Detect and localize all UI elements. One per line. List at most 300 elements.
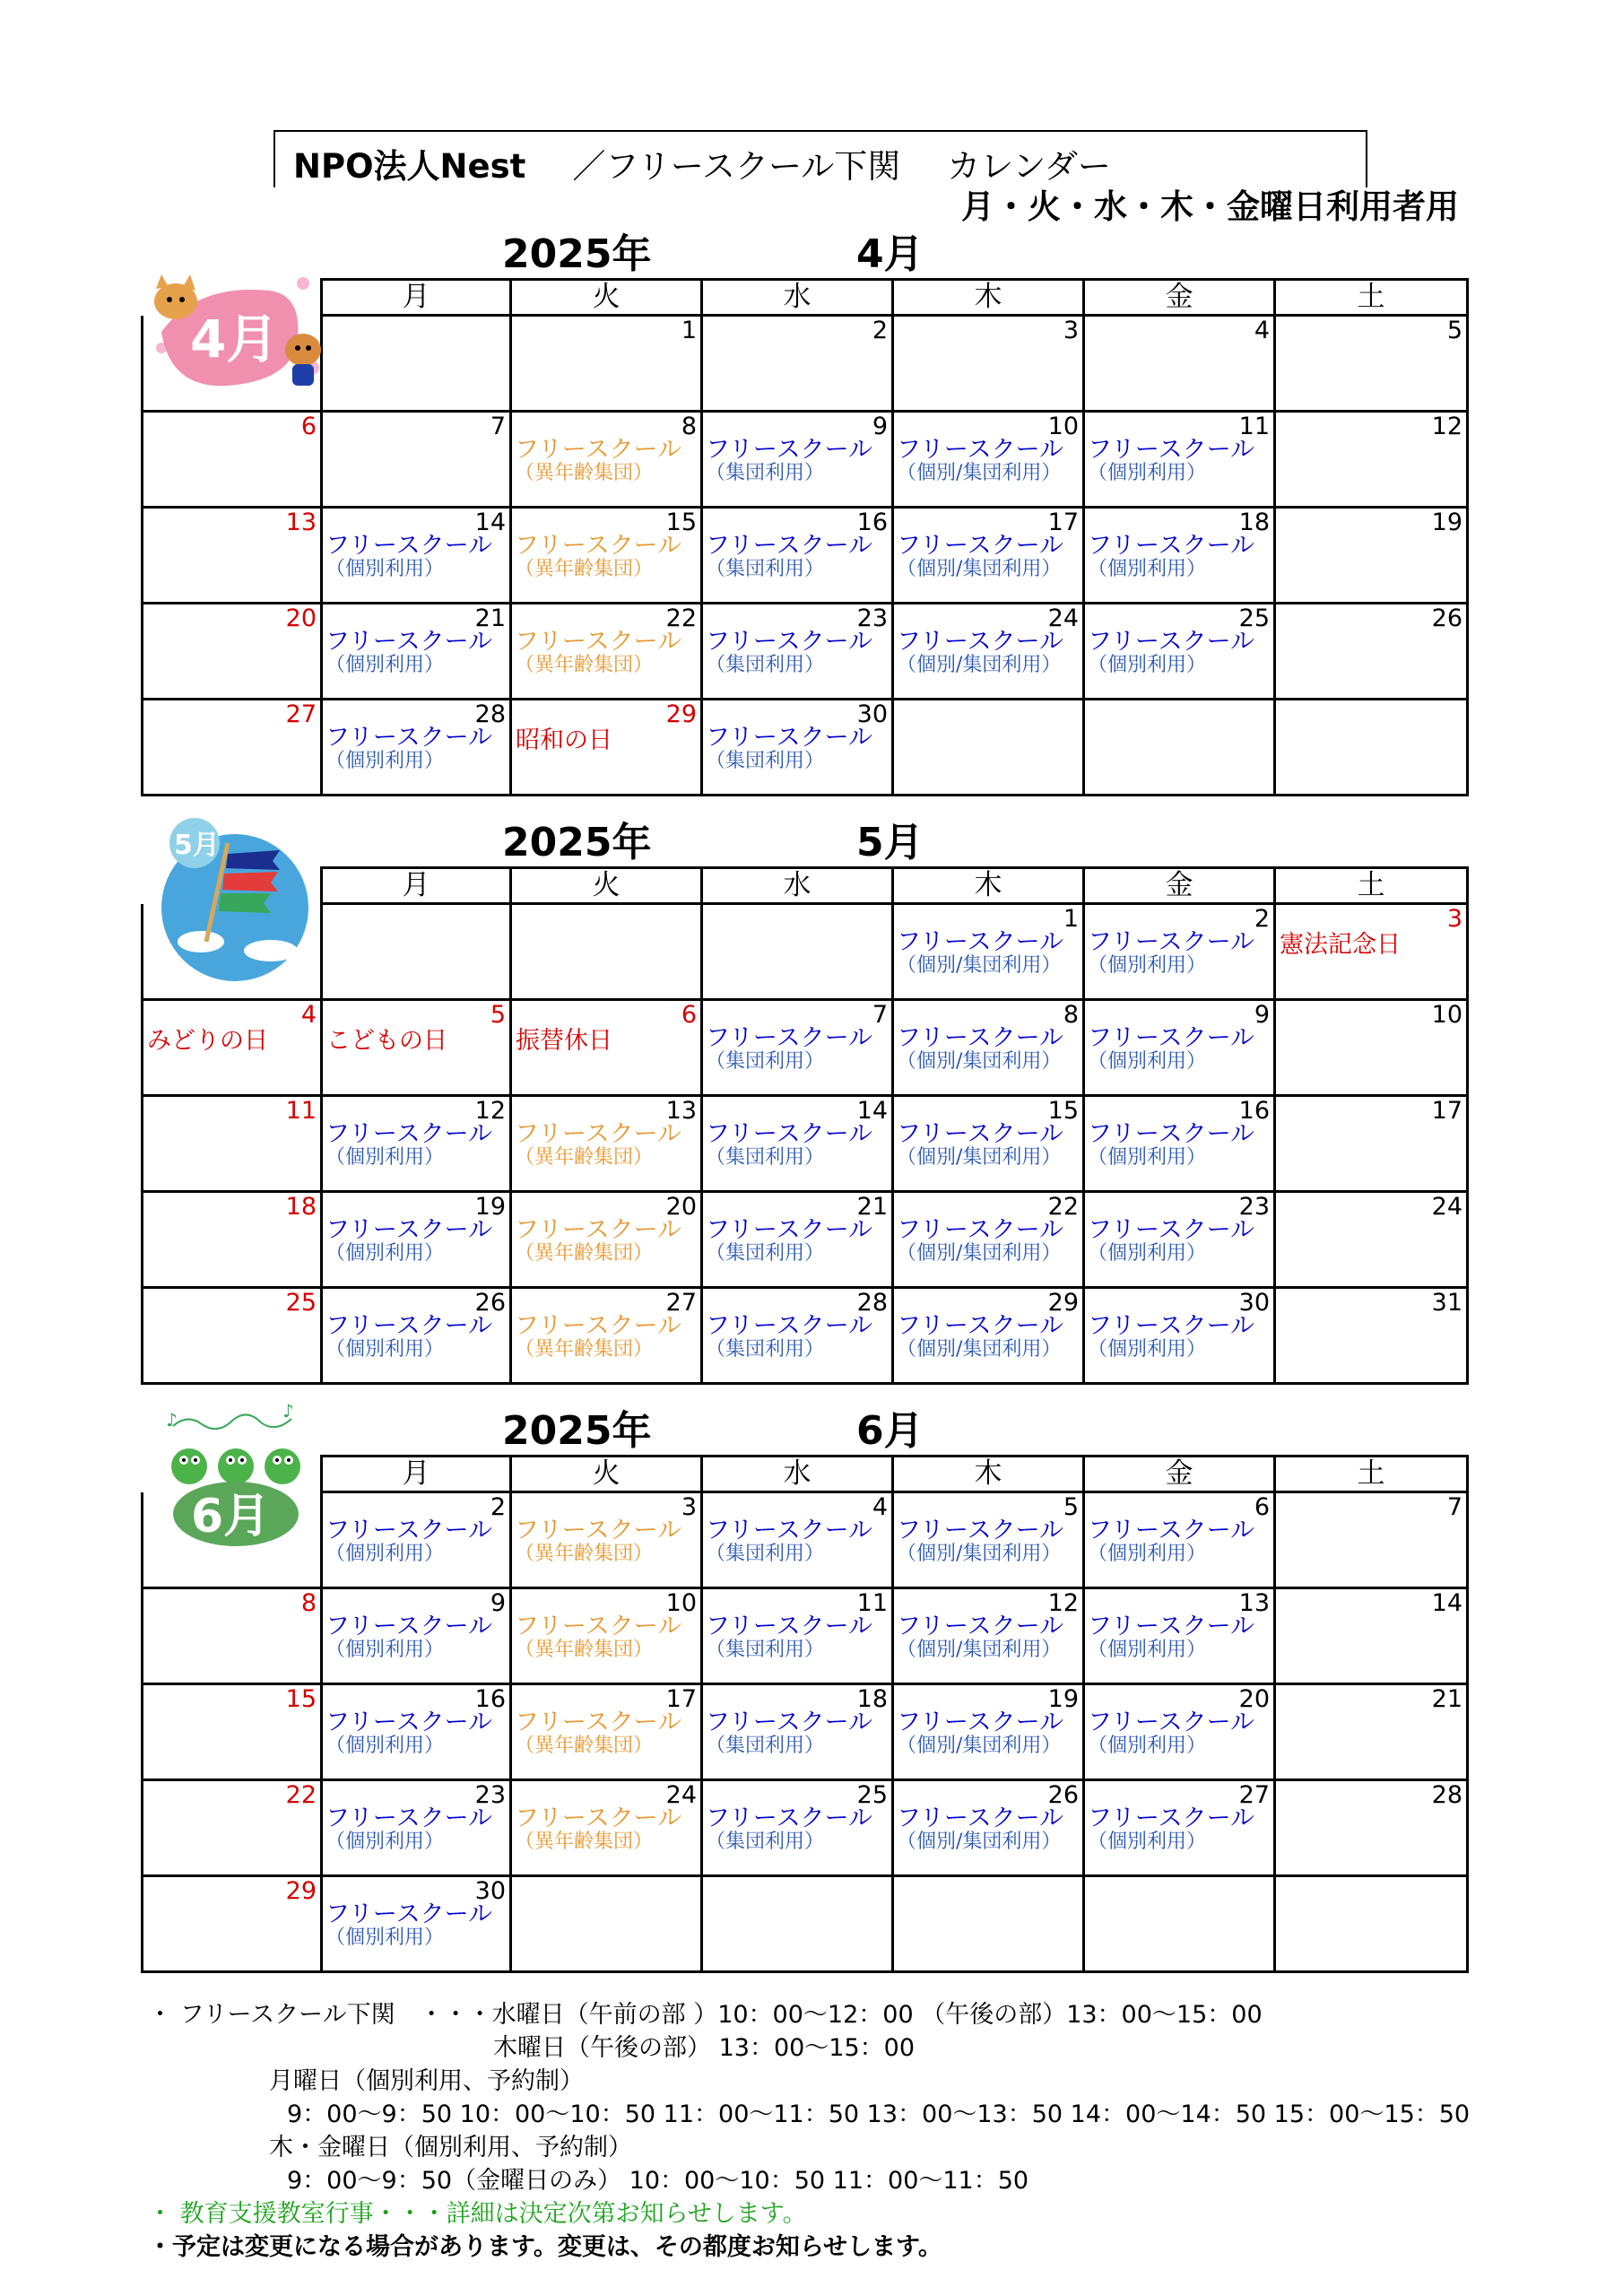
event-label: フリースクール (325, 1900, 493, 1928)
calendar-day-cell (893, 1000, 1084, 1096)
calendar-day-cell (1275, 1588, 1468, 1684)
event-type-label: （異年齢集団） (515, 1146, 654, 1169)
day-number: 13 (285, 509, 317, 536)
event-label: フリースクール (515, 532, 682, 560)
notes-section (148, 1998, 1470, 2264)
day-number: 15 (665, 509, 697, 536)
event-type-label: （集団利用） (706, 1338, 825, 1361)
event-label: フリースクール (706, 724, 873, 752)
calendar-day-cell (143, 1192, 322, 1288)
calendar-day-cell (1275, 1876, 1468, 1972)
calendar-day-cell (511, 1096, 702, 1192)
event-type-label: （個別/集団利用） (897, 1735, 1062, 1757)
event-label: フリースクール (325, 1709, 493, 1736)
calendar-day-cell (1275, 904, 1468, 1000)
calendar-day-cell (1275, 1684, 1468, 1780)
calendar-day-cell (1275, 1492, 1468, 1588)
event-label: フリースクール (897, 928, 1064, 956)
event-type-label: （異年齢集団） (515, 1639, 654, 1661)
day-number: 17 (665, 1685, 697, 1713)
calendar-day-cell (143, 1684, 322, 1780)
calendar-day-cell (143, 1780, 322, 1876)
calendar-day-cell (702, 412, 893, 508)
day-number: 29 (1047, 1289, 1079, 1317)
event-label: フリースクール (706, 436, 873, 464)
event-label: フリースクール (515, 1216, 682, 1244)
calendar-day-cell (511, 604, 702, 700)
event-label: フリースクール (706, 1216, 873, 1244)
calendar-day-cell (1084, 1192, 1275, 1288)
calendar-day-cell (702, 1000, 893, 1096)
calendar-day-cell (1275, 508, 1468, 604)
calendar-day-cell (1084, 1288, 1275, 1384)
calendar-day-cell (702, 316, 893, 412)
calendar-week-row (143, 904, 1468, 1000)
weekday-header: 土 (1275, 280, 1468, 316)
event-type-label: （個別/集団利用） (897, 954, 1062, 977)
holiday-label: こどもの日 (326, 1027, 447, 1055)
calendar-day-cell (1275, 1780, 1468, 1876)
april-illustration (143, 267, 332, 402)
calendar-april (141, 278, 1469, 796)
calendar-week-row (143, 1588, 1468, 1684)
weekday-header: 水 (702, 1457, 893, 1492)
day-number: 21 (474, 604, 506, 632)
month-label: 5月 (856, 820, 924, 865)
event-type-label: （異年齢集団） (515, 1242, 654, 1265)
calendar-week-row (143, 604, 1468, 700)
event-label: フリースクール (706, 1312, 873, 1340)
event-type-label: （個別利用） (325, 1146, 445, 1169)
day-number: 11 (285, 1097, 317, 1125)
day-number: 13 (665, 1097, 697, 1125)
day-number: 27 (1238, 1781, 1270, 1809)
event-type-label: （個別利用） (325, 750, 445, 772)
calendar-week-row (143, 1876, 1468, 1972)
calendar-day-cell (511, 412, 702, 508)
month-heading-june (502, 1408, 924, 1454)
calendar-day-cell (143, 1288, 322, 1384)
note-thu-fri-label: 木・金曜日（個別利用、予約制） (269, 2134, 632, 2161)
calendar-day-cell (893, 1288, 1084, 1384)
event-label: フリースクール (515, 1312, 682, 1340)
day-number: 24 (1431, 1193, 1462, 1221)
event-label: フリースクール (706, 1709, 873, 1736)
day-number: 1 (681, 317, 697, 344)
calendar-day-cell (143, 604, 322, 700)
calendar-day-cell (143, 1588, 322, 1684)
event-type-label: （異年齢集団） (515, 1735, 654, 1757)
weekday-header: 金 (1084, 868, 1275, 904)
day-number: 25 (856, 1781, 888, 1809)
day-number: 29 (665, 700, 697, 728)
event-type-label: （集団利用） (706, 654, 825, 676)
event-label: フリースクール (325, 724, 493, 752)
calendar-day-cell (702, 1780, 893, 1876)
calendar-day-cell (1084, 1492, 1275, 1588)
event-label: フリースクール (515, 1517, 682, 1544)
calendar-day-cell (322, 1684, 511, 1780)
calendar-day-cell (893, 412, 1084, 508)
event-label: フリースクール (706, 1805, 873, 1832)
event-label: フリースクール (1088, 1024, 1255, 1052)
event-label: フリースクール (325, 1312, 493, 1340)
calendar-day-cell (511, 1000, 702, 1096)
weekday-header: 火 (511, 1457, 702, 1492)
calendar-day-cell (702, 1492, 893, 1588)
june-badge-text: 6月 (191, 1490, 271, 1544)
calendar-week-row (143, 1000, 1468, 1096)
calendar-day-cell (322, 1780, 511, 1876)
calendar-day-cell (1275, 1192, 1468, 1288)
calendar-week-row (143, 1288, 1468, 1384)
calendar-day-cell (511, 1780, 702, 1876)
holiday-label: みどりの日 (147, 1027, 268, 1055)
weekday-header: 火 (511, 868, 702, 904)
day-number: 16 (474, 1685, 506, 1713)
event-label: フリースクール (706, 1613, 873, 1640)
calendar-day-cell (322, 1288, 511, 1384)
day-number: 22 (665, 604, 697, 632)
day-number: 23 (1238, 1193, 1270, 1221)
calendar-day-cell (1275, 412, 1468, 508)
day-number: 18 (856, 1685, 888, 1713)
day-number: 24 (1047, 604, 1079, 632)
calendar-day-cell (893, 1192, 1084, 1288)
day-number: 26 (1431, 604, 1462, 632)
day-number: 20 (285, 604, 317, 632)
calendar-title-box (273, 130, 1367, 187)
day-number: 18 (1238, 509, 1270, 536)
day-number: 4 (872, 1493, 888, 1521)
calendar-day-cell (143, 1000, 322, 1096)
calendar-day-cell (143, 1876, 322, 1972)
weekday-header: 水 (702, 280, 893, 316)
event-label: フリースクール (897, 1517, 1064, 1544)
year-label: 2025年 (502, 820, 652, 865)
event-label: フリースクール (897, 1024, 1064, 1052)
event-label: フリースクール (706, 1120, 873, 1148)
event-label: フリースクール (515, 1613, 682, 1640)
org-name: NPO法人Nest (293, 147, 526, 186)
calendar-day-cell (1084, 1684, 1275, 1780)
calendar-june (141, 1455, 1469, 1973)
calendar-day-cell (511, 904, 702, 1000)
calendar-day-cell (322, 1492, 511, 1588)
day-number: 7 (872, 1001, 888, 1029)
day-number: 4 (1254, 317, 1270, 344)
day-number: 28 (474, 700, 506, 728)
day-number: 26 (1047, 1781, 1079, 1809)
calendar-day-cell (511, 316, 702, 412)
day-number: 26 (474, 1289, 506, 1317)
day-number: 11 (1238, 413, 1270, 440)
day-number: 19 (1431, 509, 1462, 536)
calendar-day-cell (322, 1096, 511, 1192)
day-number: 12 (1431, 413, 1462, 440)
holiday-label: 憲法記念日 (1280, 931, 1401, 959)
weekday-header: 木 (893, 280, 1084, 316)
day-number: 30 (474, 1877, 506, 1905)
event-label: フリースクール (706, 628, 873, 656)
calendar-day-cell (322, 700, 511, 796)
calendar-day-cell (322, 316, 511, 412)
event-type-label: （個別/集団利用） (897, 1338, 1062, 1361)
event-label: フリースクール (325, 532, 493, 560)
calendar-day-cell (511, 1492, 702, 1588)
event-label: フリースクール (515, 436, 682, 464)
event-type-label: （個別利用） (1088, 1639, 1207, 1661)
school-name: ／フリースクール下関 (572, 147, 901, 186)
weekday-header: 月 (322, 280, 511, 316)
weekday-header: 土 (1275, 868, 1468, 904)
calendar-week-row (143, 412, 1468, 508)
day-number: 31 (1431, 1289, 1462, 1317)
calendar-day-cell (322, 904, 511, 1000)
calendar-day-cell (1084, 1876, 1275, 1972)
event-label: フリースクール (1088, 1517, 1255, 1544)
calendar-day-cell (702, 1588, 893, 1684)
note-schedule-thu: 木曜日（午後の部） 13：00～15：00 (493, 2034, 916, 2062)
calendar-day-cell (893, 1684, 1084, 1780)
day-number: 7 (1446, 1493, 1462, 1521)
day-number: 3 (1446, 905, 1462, 933)
event-label: フリースクール (897, 1709, 1064, 1736)
calendar-day-cell (1084, 508, 1275, 604)
april-badge-text: 4月 (190, 309, 279, 370)
note-support-events: ・ 教育支援教室行事・・・詳細は決定次第お知らせします。 (148, 2200, 807, 2228)
day-number: 3 (1063, 317, 1079, 344)
weekday-header: 土 (1275, 1457, 1468, 1492)
calendar-day-cell (322, 1000, 511, 1096)
event-type-label: （個別利用） (1088, 1146, 1207, 1169)
month-label: 4月 (856, 231, 924, 277)
event-label: フリースクール (325, 1517, 493, 1544)
event-type-label: （個別利用） (325, 1338, 445, 1361)
event-label: フリースクール (1088, 1613, 1255, 1640)
calendar-day-cell (702, 1192, 893, 1288)
day-number: 18 (285, 1193, 317, 1221)
event-type-label: （個別利用） (1088, 1831, 1207, 1853)
event-type-label: （異年齢集団） (515, 654, 654, 676)
event-type-label: （集団利用） (706, 750, 825, 772)
day-number: 27 (285, 700, 317, 728)
day-number: 25 (285, 1289, 317, 1317)
calendar-day-cell (1084, 412, 1275, 508)
day-number: 11 (856, 1589, 888, 1617)
calendar-day-cell (893, 604, 1084, 700)
event-type-label: （個別利用） (325, 1242, 445, 1265)
weekday-header: 火 (511, 280, 702, 316)
calendar-day-cell (702, 604, 893, 700)
calendar-day-cell (1275, 700, 1468, 796)
note-monday-times: 9：00～9：50 10：00～10：50 11：00～11：50 13：00～13：50 14：00～14：50 15：00～15：50 (287, 2100, 1471, 2128)
note-schedule-change: ・予定は変更になる場合があります。変更は、その都度お知らせします。 (148, 2233, 942, 2261)
calendar-day-cell (322, 1876, 511, 1972)
weekday-header: 月 (322, 868, 511, 904)
calendar-day-cell (893, 1588, 1084, 1684)
day-number: 20 (665, 1193, 697, 1221)
event-type-label: （個別利用） (1088, 1735, 1207, 1757)
calendar-day-cell (702, 1096, 893, 1192)
event-label: フリースクール (706, 1024, 873, 1052)
calendar-day-cell (893, 508, 1084, 604)
event-label: フリースクール (897, 1613, 1064, 1640)
day-number: 21 (856, 1193, 888, 1221)
event-type-label: （集団利用） (706, 1831, 825, 1853)
calendar-day-cell (702, 1684, 893, 1780)
event-type-label: （個別/集団利用） (897, 654, 1062, 676)
calendar-day-cell (1275, 1096, 1468, 1192)
event-label: フリースクール (325, 1120, 493, 1148)
calendar-week-row (143, 1684, 1468, 1780)
event-type-label: （集団利用） (706, 1242, 825, 1265)
event-type-label: （個別利用） (325, 558, 445, 580)
event-label: フリースクール (1088, 1312, 1255, 1340)
day-number: 25 (1238, 604, 1270, 632)
calendar-day-cell (1084, 1588, 1275, 1684)
event-type-label: （個別/集団利用） (897, 1050, 1062, 1073)
event-label: フリースクール (897, 1312, 1064, 1340)
day-number: 4 (300, 1001, 317, 1029)
event-label: フリースクール (1088, 928, 1255, 956)
day-number: 30 (856, 700, 888, 728)
event-label: フリースクール (706, 1517, 873, 1544)
calendar-day-cell (1084, 904, 1275, 1000)
calendar-day-cell (322, 1588, 511, 1684)
day-number: 2 (1254, 905, 1270, 933)
holiday-label: 振替休日 (516, 1027, 612, 1055)
event-type-label: （個別/集団利用） (897, 462, 1062, 484)
calendar-day-cell (511, 700, 702, 796)
event-label: フリースクール (1088, 1709, 1255, 1736)
event-label: フリースクール (325, 1805, 493, 1832)
event-label: フリースクール (1088, 1805, 1255, 1832)
event-type-label: （集団利用） (706, 1639, 825, 1661)
calendar-day-cell (1275, 1000, 1468, 1096)
day-number: 8 (681, 413, 697, 440)
event-type-label: （集団利用） (706, 1543, 825, 1565)
calendar-day-cell (702, 1288, 893, 1384)
calendar-label: カレンダー (947, 147, 1111, 186)
day-number: 19 (474, 1193, 506, 1221)
day-number: 20 (1238, 1685, 1270, 1713)
event-label: フリースクール (515, 628, 682, 656)
day-number: 14 (856, 1097, 888, 1125)
day-number: 14 (1431, 1589, 1462, 1617)
event-type-label: （異年齢集団） (515, 1831, 654, 1853)
calendar-day-cell (511, 1288, 702, 1384)
calendar-day-cell (893, 700, 1084, 796)
event-type-label: （個別利用） (1088, 1050, 1207, 1073)
day-number: 13 (1238, 1589, 1270, 1617)
year-label: 2025年 (502, 1408, 652, 1454)
calendar-day-cell (893, 1492, 1084, 1588)
day-number: 27 (665, 1289, 697, 1317)
event-label: フリースクール (897, 1120, 1064, 1148)
day-number: 15 (1047, 1097, 1079, 1125)
day-number: 6 (1254, 1493, 1270, 1521)
event-type-label: （個別利用） (325, 1735, 445, 1757)
weekday-header: 金 (1084, 280, 1275, 316)
calendar-day-cell (702, 508, 893, 604)
calendar-title (293, 147, 1111, 186)
day-number: 14 (474, 509, 506, 536)
event-label: フリースクール (897, 1216, 1064, 1244)
calendar-day-cell (893, 1096, 1084, 1192)
day-number: 9 (872, 413, 888, 440)
day-number: 15 (285, 1685, 317, 1713)
day-number: 7 (490, 413, 506, 440)
day-number: 21 (1431, 1685, 1462, 1713)
event-type-label: （集団利用） (706, 462, 825, 484)
day-number: 9 (1254, 1001, 1270, 1029)
calendar-day-cell (893, 904, 1084, 1000)
day-number: 1 (1063, 905, 1079, 933)
note-schedule-wed: ・ フリースクール下関 ・・・水曜日（午前の部 ）10：00～12：00 （午後の部）13：00～15：00 (148, 2001, 1263, 2029)
month-heading-april (502, 231, 924, 277)
may-illustration (145, 807, 325, 987)
weekday-header: 木 (893, 1457, 1084, 1492)
calendar-day-cell (322, 412, 511, 508)
event-type-label: （個別/集団利用） (897, 1146, 1062, 1169)
calendar-day-cell (143, 412, 322, 508)
day-number: 16 (856, 509, 888, 536)
event-type-label: （個別利用） (1088, 1338, 1207, 1361)
day-number: 28 (856, 1289, 888, 1317)
day-number: 10 (1431, 1001, 1462, 1029)
day-number: 12 (1047, 1589, 1079, 1617)
event-type-label: （個別利用） (1088, 1242, 1207, 1265)
calendar-week-row (143, 508, 1468, 604)
calendar-week-row (143, 700, 1468, 796)
event-label: フリースクール (515, 1709, 682, 1736)
day-number: 22 (285, 1781, 317, 1809)
calendar-day-cell (702, 700, 893, 796)
day-number: 6 (681, 1001, 697, 1029)
event-label: フリースクール (897, 436, 1064, 464)
calendar-day-cell (511, 1684, 702, 1780)
event-type-label: （異年齢集団） (515, 462, 654, 484)
svg-text:♪: ♪ (282, 1400, 294, 1422)
event-type-label: （個別利用） (1088, 654, 1207, 676)
day-number: 29 (285, 1877, 317, 1905)
day-number: 19 (1047, 1685, 1079, 1713)
calendar-day-cell (1084, 604, 1275, 700)
calendar-day-cell (1084, 316, 1275, 412)
event-label: フリースクール (1088, 436, 1255, 464)
event-label: フリースクール (1088, 628, 1255, 656)
calendar-day-cell (143, 1096, 322, 1192)
event-type-label: （集団利用） (706, 558, 825, 580)
event-label: フリースクール (325, 1216, 493, 1244)
day-number: 17 (1431, 1097, 1462, 1125)
calendar-week-row (143, 1192, 1468, 1288)
weekday-header: 木 (893, 868, 1084, 904)
month-label: 6月 (856, 1408, 924, 1454)
calendar-day-cell (893, 1876, 1084, 1972)
day-number: 17 (1047, 509, 1079, 536)
event-label: フリースクール (325, 628, 493, 656)
calendar-day-cell (143, 700, 322, 796)
note-monday-label: 月曜日（個別利用、予約制） (269, 2067, 584, 2095)
event-type-label: （集団利用） (706, 1735, 825, 1757)
event-type-label: （異年齢集団） (515, 558, 654, 580)
calendar-day-cell (511, 1588, 702, 1684)
day-number: 5 (1446, 317, 1462, 344)
event-label: フリースクール (1088, 1120, 1255, 1148)
day-number: 24 (665, 1781, 697, 1809)
